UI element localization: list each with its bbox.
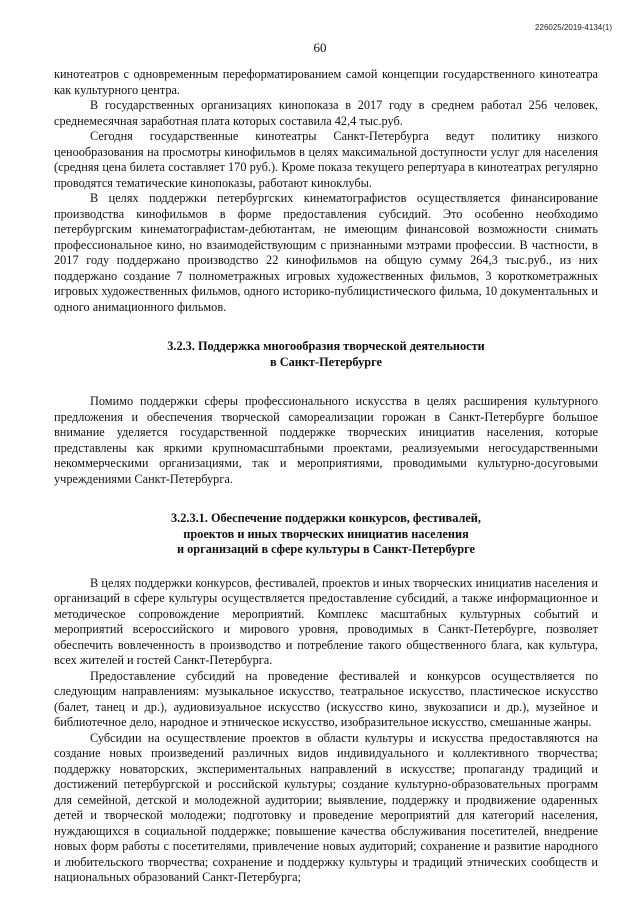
heading-line: проектов и иных творческих инициатив населения	[183, 526, 469, 541]
paragraph: кинотеатров с одновременным переформатированием самой концепции государственного кинотеатра как культурного центра.	[54, 67, 598, 97]
heading-line: 3.2.3.1. Обеспечение поддержки конкурсов, фестивалей,	[171, 511, 481, 525]
document-id: 226025/2019-4134(1)	[535, 23, 612, 32]
section-heading-3-2-3-1	[54, 511, 598, 558]
paragraph: В целях поддержки конкурсов, фестивалей, проектов и иных творческих инициатив населения и организаций в сфере культуры осуществляется предоставление субсидий, а также информационное и методическое сопровождение мероприятий. Комплекс масштабных культурных событий и мероприятий всероссийского и мирового уровня, проводимых в Санкт-Петербурге, позволяет обеспечить вовлеченность в производство и потребление такого общественного блага, как культура, всех жителей и гостей Санкт-Петербурга.	[54, 575, 598, 667]
page-number: 60	[313, 40, 327, 55]
page-body	[54, 67, 598, 886]
section-heading-3-2-3	[54, 339, 598, 370]
heading-line: в Санкт-Петербурге	[270, 354, 382, 369]
paragraph: Предоставление субсидий на проведение фестивалей и конкурсов осуществляется по следующим направлениям: музыкальное искусство, театральное искусство, пластическое искусство (балет, танец и др.), аудиовизуальное искусство (искусство кино, звукозаписи и др.), музейное и библиотечное дело, народное и этническое искусство, изобразительное искусство, смешанные жанры.	[54, 668, 598, 729]
paragraph: Помимо поддержки сферы профессионального искусства в целях расширения культурного предложения и обеспечения творческой самореализации горожан в Санкт-Петербурге большое внимание уделяется государственной поддержке творческих инициатив населения, которые представлены как яркими крупномасштабными проектами, реализуемыми негосударственными некоммерческими организациями, так и мероприятиями, проводимыми культурно-досуговыми учреждениями Санкт-Петербурга.	[54, 394, 598, 486]
paragraph: В целях поддержки петербургских кинематографистов осуществляется финансирование производства кинофильмов в форме предоставления субсидий. Это особенно необходимо петербургским кинематографистам-дебютантам, не имеющим финансовой возможности снимать профессиональное кино, но взаимодействующим с признанными мэтрами профессии. В частности, в 2017 году поддержано производство 22 кинофильмов на общую сумму 264,3 тыс.руб., из них поддержано создание 7 полнометражных игровых художественных фильмов, 3 короткометражных игровых художественных фильмов, одного историко-публицистического фильма, 10 документальных и одного анимационного фильмов.	[54, 191, 598, 314]
heading-line: 3.2.3. Поддержка многообразия творческой деятельности	[167, 339, 485, 353]
paragraph: Сегодня государственные кинотеатры Санкт-Петербурга ведут политику низкого ценообразования на просмотры кинофильмов в целях максимальной доступности услуг для населения (средняя цена билета составляет 170 руб.). Кроме показа текущего репертуара в кинотеатрах регулярно проводятся тематические кинопоказы, работают киноклубы.	[54, 129, 598, 190]
paragraph: В государственных организациях кинопоказа в 2017 году в среднем работал 256 человек, среднемесячная заработная плата которых составила 42,4 тыс.руб.	[54, 98, 598, 128]
paragraph: Субсидии на осуществление проектов в области культуры и искусства предоставляются на создание новых произведений различных видов индивидуального и коллективного творчества; поддержку новаторских, экспериментальных направлений в искусстве; пропаганду традиций и достижений петербургской и российской культуры; создание культурно-образовательных программ для семейной, детской и молодежной аудитории; выявление, поддержку и продвижение одаренных детей и творческой молодежи; подготовку и проведение мероприятий для категорий населения, нуждающихся в социальной поддержке; повышение качества обслуживания посетителей, внедрение новых форм работы с посетителями, привлечение новых аудиторий; сохранение и развитие народного и любительского творчества; сохранение и поддержку культуры и традиций этнических сообществ и национальных образований Санкт-Петербурга;	[54, 730, 598, 884]
heading-line: и организаций в сфере культуры в Санкт-Петербурге	[176, 542, 475, 556]
